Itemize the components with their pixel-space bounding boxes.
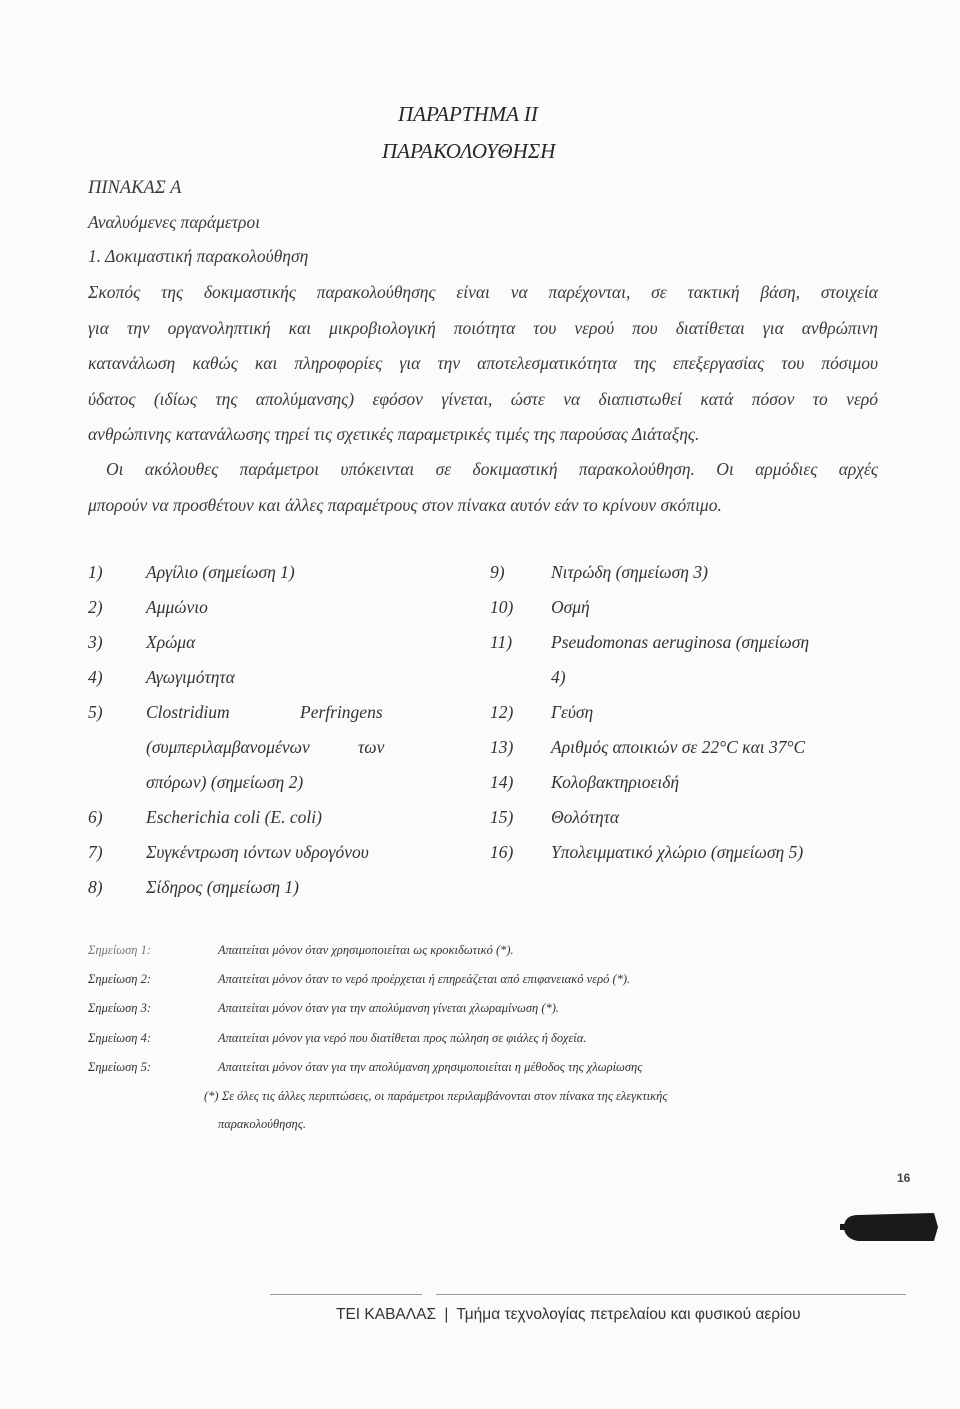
footer-separator: | bbox=[444, 1306, 449, 1323]
param-number: 6) bbox=[88, 807, 103, 827]
page-tab-graphic bbox=[838, 1205, 942, 1249]
param-text: Θολότητα bbox=[551, 807, 620, 827]
note-text: Απαιτείται μόνον όταν χρησιμοποιείται ως κροκιδωτικό (*). bbox=[218, 943, 514, 957]
param-text: Clostridium bbox=[146, 702, 230, 722]
note-label: Σημείωση 5: bbox=[88, 1060, 152, 1074]
param-text: Κολοβακτηριοειδή bbox=[551, 772, 680, 792]
param-number: 1) bbox=[88, 562, 103, 582]
param-text: Γεύση bbox=[551, 702, 594, 722]
param-number: 8) bbox=[88, 877, 103, 897]
appendix-title: ΠΑΡΑΡΤΗΜΑ ΙΙ bbox=[398, 102, 538, 126]
paragraph-line: ανθρώπινης κατανάλωσης τηρεί τις σχετικές παραμετρικές τιμές της παρούσας Διάταξης. bbox=[88, 424, 700, 444]
param-number: 2) bbox=[88, 597, 103, 617]
note-text: Απαιτείται μόνον όταν το νερό προέρχεται ή επηρεάζεται από επιφανειακό νερό (*). bbox=[218, 972, 631, 986]
param-number: 7) bbox=[88, 842, 103, 862]
note-label: Σημείωση 4: bbox=[88, 1031, 152, 1045]
subtitle: Αναλυόμενες παράμετροι bbox=[88, 212, 261, 232]
page-title: ΠΑΡΑΚΟΛΟΥΘΗΣΗ bbox=[382, 139, 556, 163]
paragraph-line: μπορούν να προσθέτουν και άλλες παραμέτρους στον πίνακα αυτόν εάν το κρίνουν σκόπιμο. bbox=[88, 494, 722, 515]
note-text: Απαιτείται μόνον όταν για την απολύμανση γίνεται χλωραμίνωση (*). bbox=[218, 1001, 560, 1015]
note-text: Απαιτείται μόνον για νερό που διατίθεται προς πώληση σε φιάλες ή δοχεία. bbox=[218, 1031, 587, 1045]
intro-paragraph bbox=[88, 275, 878, 453]
footer-rule bbox=[436, 1294, 906, 1295]
param-number: 5) bbox=[88, 702, 103, 722]
param-text: Αριθμός αποικιών σε 22°C και 37°C bbox=[551, 737, 806, 757]
param-number: 16) bbox=[490, 842, 514, 862]
param-text: Perfringens bbox=[300, 702, 383, 722]
param-text: Χρώμα bbox=[146, 632, 196, 652]
paragraph-line: για την οργανοληπτική και μικροβιολογική ποιότητα του νερού που διατίθεται για ανθρώπινη bbox=[88, 317, 878, 338]
section-title: 1. Δοκιμαστική παρακολούθηση bbox=[88, 246, 309, 266]
param-number: 9) bbox=[490, 562, 505, 582]
footer-rule bbox=[270, 1294, 422, 1295]
note-text: Απαιτείται μόνον όταν για την απολύμανση χρησιμοποιείται η μέθοδος της χλωρίωσης bbox=[218, 1060, 643, 1074]
paragraph-line: Οι ακόλουθες παράμετροι υπόκεινται σε δοκιμαστική παρακολούθηση. Οι αρμόδιες αρχές bbox=[106, 459, 878, 479]
param-text: 4) bbox=[551, 667, 566, 687]
param-text: Escherichia coli (E. coli) bbox=[146, 807, 322, 827]
param-text: Συγκέντρωση ιόντων υδρογόνου bbox=[146, 842, 369, 862]
param-text: Οσμή bbox=[551, 597, 590, 617]
param-number: 13) bbox=[490, 737, 514, 757]
param-text: Αμμώνιο bbox=[146, 597, 208, 617]
note-label: Σημείωση 3: bbox=[88, 1001, 152, 1015]
param-number: 10) bbox=[490, 597, 514, 617]
note-footnote: παρακολούθησης. bbox=[218, 1117, 306, 1131]
param-text: σπόρων) (σημείωση 2) bbox=[146, 772, 304, 792]
second-paragraph bbox=[88, 452, 878, 523]
footer-department: Τμήμα τεχνολογίας πετρελαίου και φυσικού αερίου bbox=[456, 1306, 801, 1323]
param-number: 3) bbox=[88, 632, 103, 652]
footer-institution: ΤΕΙ ΚΑΒΑΛΑΣ bbox=[336, 1306, 437, 1323]
param-text: Υπολειμματικό χλώριο (σημείωση 5) bbox=[551, 842, 804, 862]
param-text: Αργίλιο (σημείωση 1) bbox=[146, 562, 295, 582]
param-text: των bbox=[358, 737, 385, 757]
page-number: 16 bbox=[897, 1171, 911, 1185]
param-number: 11) bbox=[490, 632, 513, 652]
param-text: (συμπεριλαμβανομένων bbox=[146, 737, 310, 757]
param-text: Pseudomonas aeruginosa (σημείωση bbox=[551, 632, 810, 652]
param-text: Σίδηρος (σημείωση 1) bbox=[146, 877, 300, 897]
param-text: Νιτρώδη (σημείωση 3) bbox=[551, 562, 708, 582]
note-label: Σημείωση 2: bbox=[88, 972, 152, 986]
paragraph-line: κατανάλωση καθώς και πληροφορίες για την αποτελεσματικότητα της επεξεργασίας του πόσιμου bbox=[88, 353, 878, 373]
param-text: Αγωγιμότητα bbox=[146, 667, 235, 687]
note-footnote: (*) Σε όλες τις άλλες περιπτώσεις, οι παράμετροι περιλαμβάνονται στον πίνακα της ελεγκτικής bbox=[204, 1089, 668, 1103]
param-number: 14) bbox=[490, 772, 514, 792]
param-number: 4) bbox=[88, 667, 103, 687]
footer bbox=[336, 1306, 801, 1324]
note-label: Σημείωση 1: bbox=[88, 943, 152, 957]
paragraph-line: Σκοπός της δοκιμαστικής παρακολούθησης είναι να παρέχονται, σε τακτική βάση, στοιχεία bbox=[88, 282, 878, 302]
param-number: 15) bbox=[490, 807, 514, 827]
table-label: ΠΙΝΑΚΑΣ Α bbox=[88, 178, 182, 198]
paragraph-line: ύδατος (ιδίως της απολύμανσης) εφόσον γίνεται, ώστε να διαπιστωθεί κατά πόσον το νερό bbox=[88, 388, 878, 409]
param-number: 12) bbox=[490, 702, 514, 722]
